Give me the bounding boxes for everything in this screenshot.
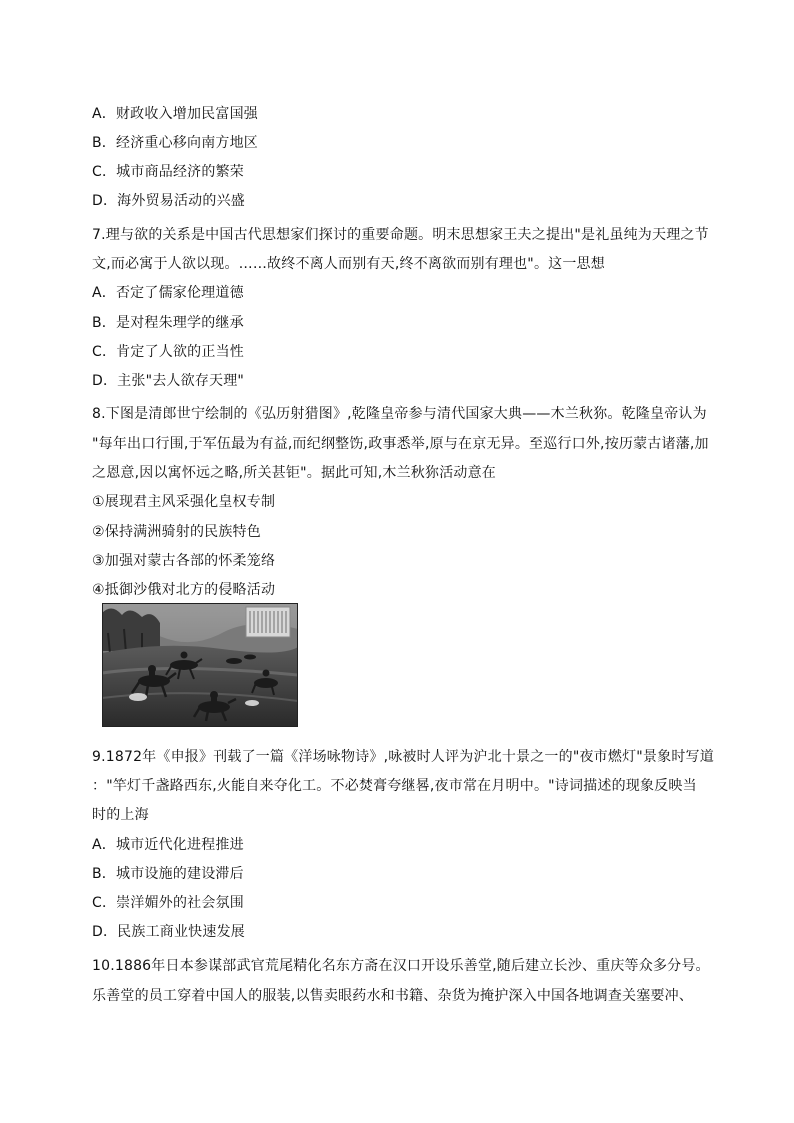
q9-option-a: A．城市近代化进程推进 <box>92 837 244 853</box>
q8-item-1: ①展现君主风采强化皇权专制 <box>92 494 276 510</box>
q6-option-d: D．海外贸易活动的兴盛 <box>92 193 245 209</box>
q8-item-4: ④抵御沙俄对北方的侵略活动 <box>92 582 276 598</box>
q8-stem-line-3: 之恩意,因以寓怀远之略,所关甚钜"。据此可知,木兰秋狝活动意在 <box>92 465 496 481</box>
q9-stem-line-3: 时的上海 <box>92 807 149 823</box>
q9-stem-line-2: ："竿灯千盏路西东,火能自来夺化工。不必焚膏夸继晷,夜市常在月明中。"诗词描述的现象反映当 <box>92 778 697 794</box>
q10-stem-line-1: 10.1886年日本参谋部武官荒尾精化名东方斋在汉口开设乐善堂,随后建立长沙、重庆等众多分号。 <box>92 958 710 974</box>
q8-item-2: ②保持满洲骑射的民族特色 <box>92 524 261 540</box>
q7-option-c: C．肯定了人欲的正当性 <box>92 344 244 360</box>
q7-stem-line-2: 文,而必寓于人欲以现。……故终不离人而别有天,终不离欲而别有理也"。这一思想 <box>92 256 605 272</box>
q9-stem-line-1: 9.1872年《申报》刊载了一篇《洋场咏物诗》,咏被时人评为沪北十景之一的"夜市燃灯"景象时写道 <box>92 749 714 765</box>
q7-stem-line-1: 7.理与欲的关系是中国古代思想家们探讨的重要命题。明末思想家王夫之提出"是礼虽纯为天理之节 <box>92 227 709 243</box>
q8-item-3: ③加强对蒙古各部的怀柔笼络 <box>92 553 276 569</box>
q10-stem-line-2: 乐善堂的员工穿着中国人的服装,以售卖眼药水和书籍、杂货为掩护深入中国各地调查关塞要冲、 <box>92 988 694 1004</box>
q7-option-a: A．否定了儒家伦理道德 <box>92 285 244 301</box>
q9-option-d: D．民族工商业快速发展 <box>92 924 245 940</box>
q9-option-c: C．崇洋媚外的社会氛围 <box>92 895 244 911</box>
q6-option-b: B．经济重心移向南方地区 <box>92 135 259 151</box>
q8-stem-line-1: 8.下图是清郎世宁绘制的《弘历射猎图》,乾隆皇帝参与清代国家大典——木兰秋狝。乾隆皇帝认为 <box>92 406 707 422</box>
q9-option-b: B．城市设施的建设滞后 <box>92 866 244 882</box>
q6-option-c: C．城市商品经济的繁荣 <box>92 164 244 180</box>
q8-stem-line-2: "每年出口行围,于军伍最为有益,而纪纲整饬,政事悉举,原与在京无异。至巡行口外,按历蒙古诸藩,加 <box>92 436 709 452</box>
q6-option-a: A．财政收入增加民富国强 <box>92 106 258 122</box>
q7-option-b: B．是对程朱理学的继承 <box>92 315 244 331</box>
hunting-painting-image <box>102 603 298 727</box>
q7-option-d: D．主张"去人欲存天理" <box>92 373 245 389</box>
